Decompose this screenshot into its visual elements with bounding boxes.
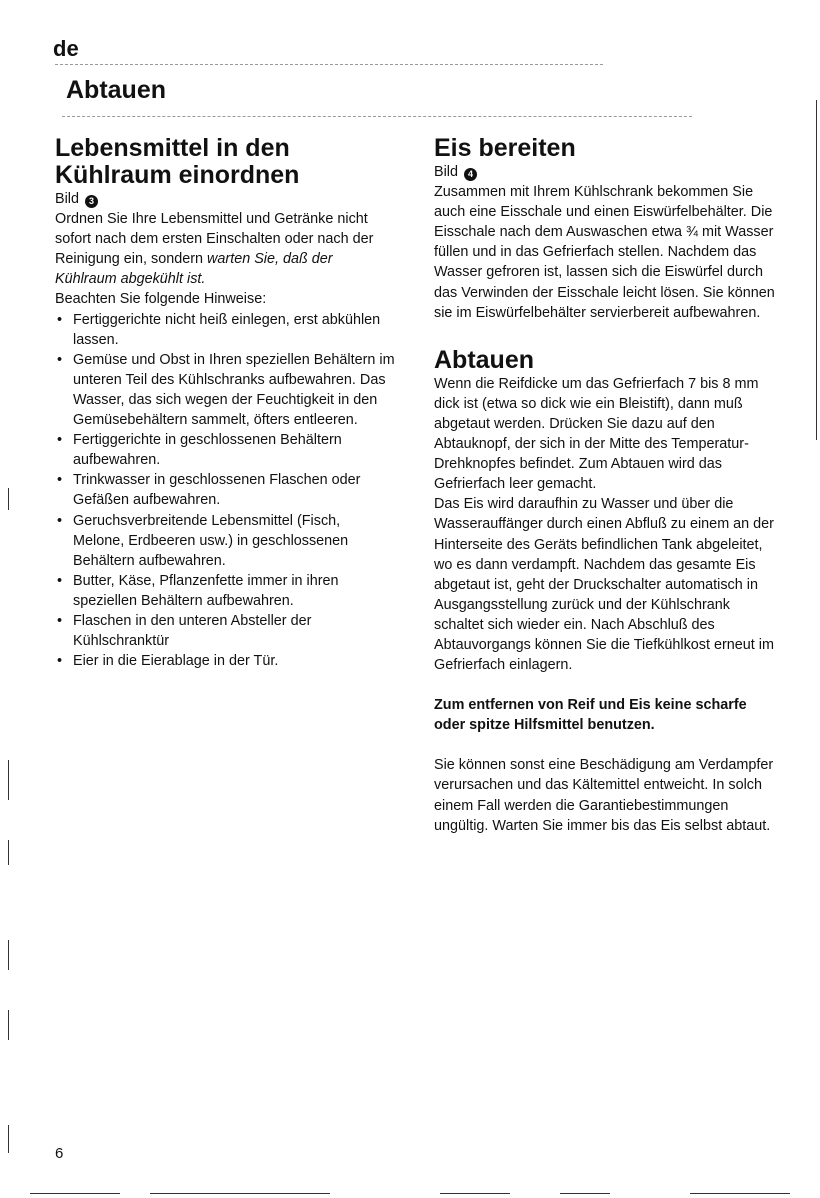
- scan-mark: [30, 1193, 120, 1194]
- figure-reference: [434, 162, 779, 182]
- list-item: • Gemüse und Obst in Ihren speziellen Behältern im unteren Teil des Kühlschranks aufbewahren. Das Wasser, das sich wegen der Feuchtigkeit in den Gemüsebehältern sammelt, öfters entleeren.: [55, 350, 395, 430]
- section-divider: [62, 116, 692, 117]
- left-column: [55, 135, 395, 671]
- language-code: de: [53, 36, 79, 61]
- list-item: • Eier in die Eierablage in der Tür.: [55, 651, 395, 671]
- hints-intro: Beachten Sie folgende Hinweise:: [55, 291, 267, 308]
- scan-mark: [150, 1193, 330, 1194]
- scan-mark: [440, 1193, 510, 1194]
- abtauen-paragraph-3: Sie können sonst eine Beschädigung am Verdampfer verursachen und das Kältemittel entweicht. In solch einem Fall werden die Garantiebestimmungen ungültig. Warten Sie immer bis das Eis selbst abtaut.: [434, 757, 774, 834]
- intro-paragraph: [55, 209, 395, 289]
- figure-label: Bild: [434, 164, 458, 180]
- right-column: [434, 135, 779, 836]
- list-item: • Fertiggerichte nicht heiß einlegen, erst abkühlen lassen.: [55, 310, 395, 350]
- scan-mark: [8, 940, 9, 970]
- figure-number-badge: 3: [85, 195, 98, 208]
- scan-mark: [8, 488, 9, 510]
- section-title: Abtauen: [66, 76, 166, 104]
- page-number: 6: [55, 1145, 64, 1162]
- scan-mark: [690, 1193, 790, 1194]
- figure-label: Bild: [55, 191, 79, 207]
- intro-text: Ordnen Sie Ihre Lebensmittel und Getränke nicht sofort nach dem ersten Einschalten oder nach der Reinigung ein, sondern: [55, 211, 374, 268]
- spacer: [434, 675, 779, 695]
- abtauen-paragraph-1: Wenn die Reifdicke um das Gefrierfach 7 bis 8 mm dick ist (etwa so dick wie ein Bleistift), dann muß abgetaut werden. Drücken Sie dazu auf den Abtauknopf, der sich in der Mitte des Temperatur-Drehknopfes befindet. Zum Abtauen wird das Gefrierfach leer gemacht.: [434, 375, 759, 493]
- list-item: • Flaschen in den unteren Absteller der Kühlschranktür: [55, 611, 395, 651]
- heading-lebensmittel: Lebensmittel in den Kühlraum einordnen: [55, 134, 300, 189]
- heading-abtauen: Abtauen: [434, 345, 534, 374]
- intro-italic-text: warten Sie, daß der Kühlraum abgekühlt ist.: [55, 251, 333, 288]
- hints-list: [55, 310, 395, 672]
- scan-mark: [8, 1125, 9, 1153]
- abtauen-paragraph-2: Das Eis wird daraufhin zu Wasser und über die Wasserauffänger durch einen Abfluß zu einem an der Hinterseite des Geräts befindlichen Tank abgeleitet, wo es dann verdampft. Nachdem das gesamte Eis abgetaut ist, geht der Druckschalter automatisch in Ausgangsstellung zurück und der Kühlschrank schaltet sich wieder ein. Nach Abschluß des Abtauvorgangs können Sie die Tiefkühlkost erneut im Gefrierfach einlagern.: [434, 496, 774, 674]
- list-item: • Trinkwasser in geschlossenen Flaschen oder Gefäßen aufbewahren.: [55, 470, 395, 510]
- warning-text: Zum entfernen von Reif und Eis keine scharfe oder spitze Hilfsmittel benutzen.: [434, 697, 747, 734]
- list-item: • Geruchsverbreitende Lebensmittel (Fisch, Melone, Erdbeeren usw.) in geschlossenen Behältern aufbewahren.: [55, 511, 395, 571]
- scan-mark: [8, 760, 9, 800]
- scan-mark: [560, 1193, 610, 1194]
- spacer: [434, 735, 779, 755]
- scan-mark: [8, 840, 9, 865]
- scan-mark: [8, 1010, 9, 1040]
- spacer: [434, 323, 779, 347]
- scan-mark: [816, 100, 817, 440]
- eis-paragraph: Zusammen mit Ihrem Kühlschrank bekommen Sie auch eine Eisschale und einen Eiswürfelbehälter. Die Eisschale nach dem Auswaschen etwa ¾ mit Wasser füllen und in das Gefrierfach stellen. Nachdem das Wasser gefroren ist, lassen sich die Eiswürfel durch das Verwinden der Eisschale leicht lösen. Sie können sie im Eiswürfelbehälter servierbereit aufbewahren.: [434, 184, 775, 321]
- list-item: • Butter, Käse, Pflanzenfette immer in ihren speziellen Behältern aufbewahren.: [55, 571, 395, 611]
- figure-number-badge: 4: [464, 168, 477, 181]
- list-item: • Fertiggerichte in geschlossenen Behältern aufbewahren.: [55, 430, 395, 470]
- figure-reference: [55, 189, 395, 209]
- header-divider: [55, 64, 603, 65]
- heading-eis-bereiten: Eis bereiten: [434, 134, 576, 162]
